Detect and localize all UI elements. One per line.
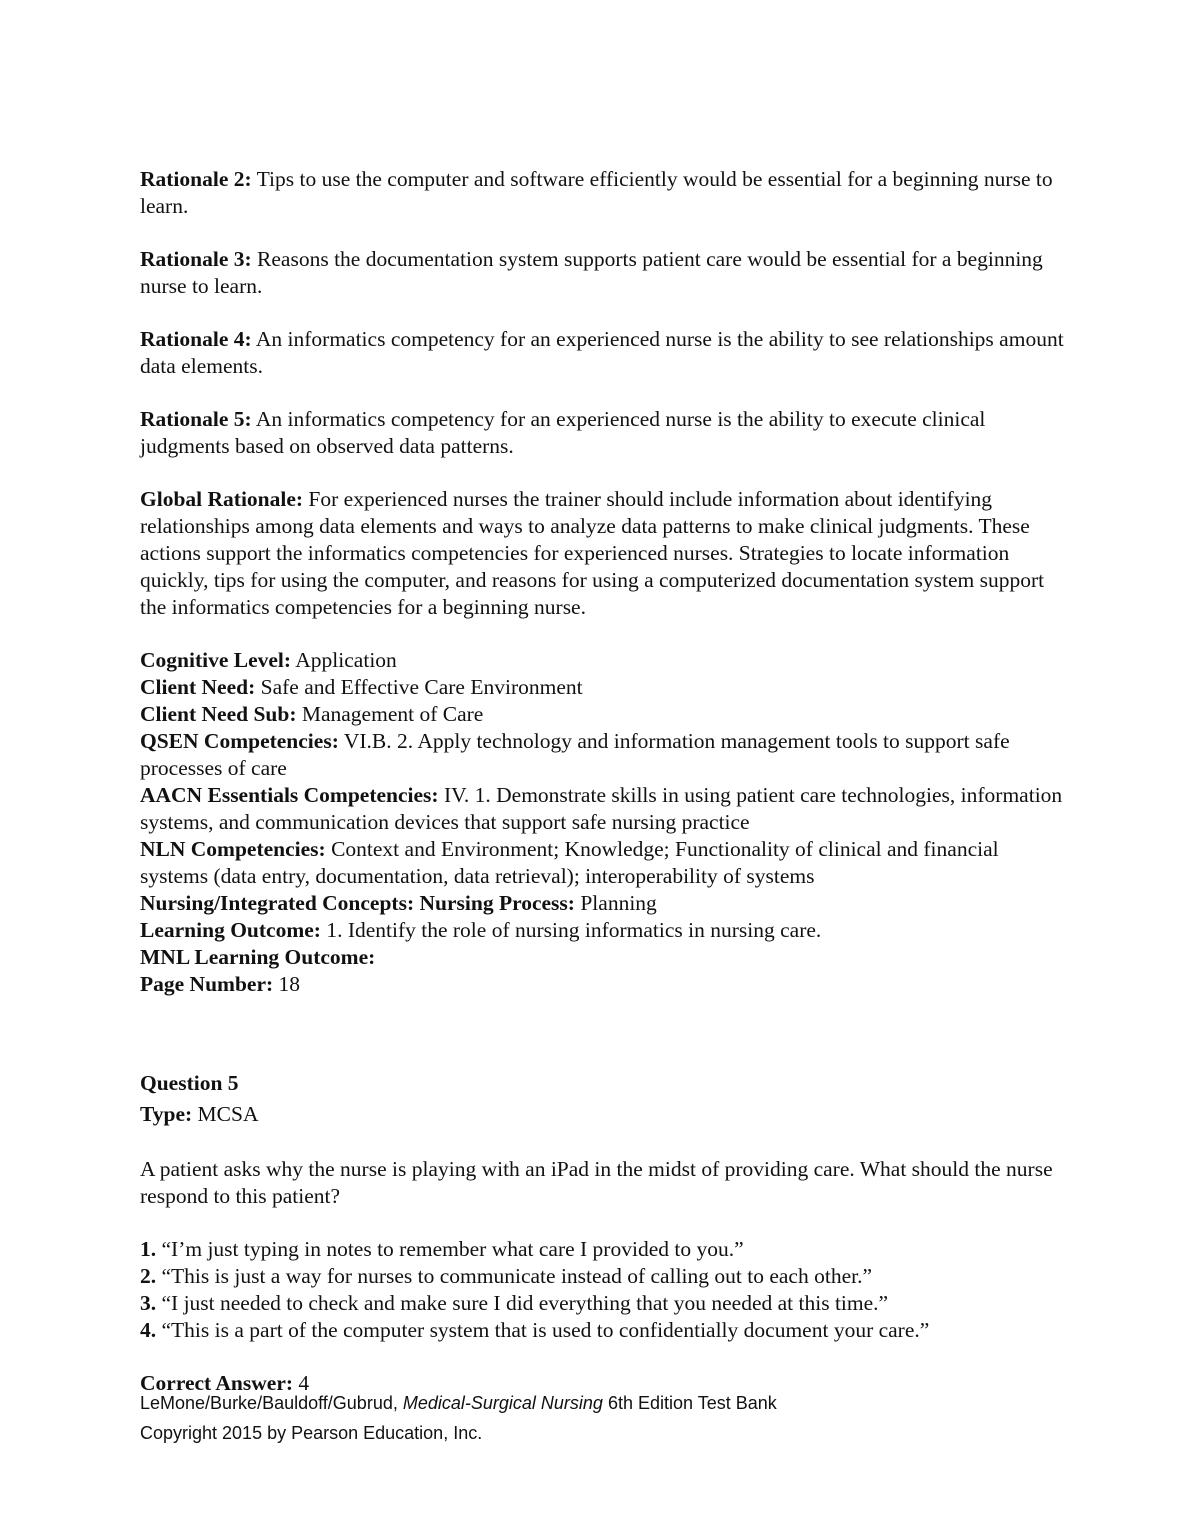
meta-label: NLN Competencies:	[140, 837, 326, 861]
meta-label: MNL Learning Outcome:	[140, 945, 376, 969]
rationale-label: Rationale 3:	[140, 247, 252, 271]
question-stem: A patient asks why the nurse is playing with an iPad in the midst of providing care. What should the nurse respond to this patient?	[140, 1157, 1053, 1208]
meta-label: Nursing/Integrated Concepts: Nursing Process:	[140, 891, 575, 915]
answer-option	[140, 1263, 1070, 1290]
answer-option	[140, 1317, 1070, 1344]
meta-value: Context and Environment; Knowledge; Functionality of clinical and financial systems (data entry, documentation, data retrieval); interoperability of systems	[140, 837, 999, 888]
meta-value: 1. Identify the role of nursing informatics in nursing care.	[326, 918, 822, 942]
meta-nursing-process	[140, 890, 1070, 917]
rationale-text: An informatics competency for an experienced nurse is the ability to execute clinical judgments based on observed data patterns.	[140, 407, 986, 458]
meta-label: Client Need Sub:	[140, 702, 297, 726]
meta-value: Management of Care	[301, 702, 484, 726]
meta-cognitive-level	[140, 647, 1070, 674]
meta-label: Learning Outcome:	[140, 918, 321, 942]
correct-answer-label: Correct Answer:	[140, 1371, 294, 1395]
option-number: 3.	[140, 1291, 157, 1315]
page-footer	[140, 1388, 1070, 1448]
meta-value: IV. 1. Demonstrate skills in using patient care technologies, information systems, and communication devices that support safe nursing practice	[140, 783, 1063, 834]
option-number: 1.	[140, 1237, 157, 1261]
document-body	[140, 166, 1070, 1397]
rationale-5	[140, 406, 1070, 460]
question-type	[140, 1099, 1070, 1130]
footer-authors: LeMone/Burke/Bauldoff/Gubrud,	[140, 1393, 398, 1413]
question-title-text: Question 5	[140, 1071, 239, 1095]
meta-value: Application	[295, 648, 397, 672]
meta-qsen	[140, 728, 1070, 782]
meta-label: QSEN Competencies:	[140, 729, 339, 753]
option-text: “This is just a way for nurses to communicate instead of calling out to each other.”	[161, 1264, 872, 1288]
meta-label: AACN Essentials Competencies:	[140, 783, 439, 807]
rationale-4	[140, 326, 1070, 380]
rationale-2	[140, 166, 1070, 220]
question-type-label: Type:	[140, 1102, 193, 1126]
meta-page-number	[140, 971, 1070, 998]
rationale-label: Global Rationale:	[140, 487, 304, 511]
rationale-label: Rationale 2:	[140, 167, 252, 191]
option-text: “I’m just typing in notes to remember what care I provided to you.”	[161, 1237, 744, 1261]
footer-copyright: Copyright 2015 by Pearson Education, Inc.	[140, 1423, 483, 1443]
option-text: “This is a part of the computer system that is used to confidentially document your care.”	[161, 1318, 930, 1342]
option-number: 4.	[140, 1318, 157, 1342]
rationale-text: Tips to use the computer and software efficiently would be essential for a beginning nurse to learn.	[140, 167, 1053, 218]
rationale-3	[140, 246, 1070, 300]
footer-edition: 6th Edition Test Bank	[607, 1393, 777, 1413]
meta-value: VI.B. 2. Apply technology and information management tools to support safe processes of care	[140, 729, 1010, 780]
meta-label: Cognitive Level:	[140, 648, 292, 672]
rationale-text: An informatics competency for an experienced nurse is the ability to see relationships amount data elements.	[140, 327, 1064, 378]
meta-value: Planning	[580, 891, 657, 915]
global-rationale	[140, 486, 1070, 621]
answer-options	[140, 1236, 1070, 1344]
meta-value: 18	[278, 972, 301, 996]
option-number: 2.	[140, 1264, 157, 1288]
meta-aacn	[140, 782, 1070, 836]
answer-option	[140, 1290, 1070, 1317]
meta-nln	[140, 836, 1070, 890]
meta-value: Safe and Effective Care Environment	[260, 675, 583, 699]
rationale-label: Rationale 4:	[140, 327, 252, 351]
rationale-text: For experienced nurses the trainer should include information about identifying relationships among data elements and ways to analyze data patterns to make clinical judgments. These actions support the informatics competencies for experienced nurses. Strategies to locate information quickly, tips for using the computer, and reasons for using a computerized documentation system support the informatics competencies for a beginning nurse.	[140, 487, 1045, 619]
rationale-label: Rationale 5:	[140, 407, 252, 431]
question-type-value: MCSA	[197, 1102, 259, 1126]
meta-label: Page Number:	[140, 972, 274, 996]
meta-mnl-learning-outcome	[140, 944, 1070, 971]
correct-answer-value: 4	[298, 1371, 310, 1395]
question-title	[140, 1068, 1070, 1099]
rationale-text: Reasons the documentation system supports patient care would be essential for a beginning nurse to learn.	[140, 247, 1043, 298]
footer-citation	[140, 1388, 1070, 1418]
question-metadata	[140, 647, 1070, 998]
footer-book-title: Medical-Surgical Nursing	[402, 1393, 603, 1413]
meta-client-need-sub	[140, 701, 1070, 728]
question-header	[140, 1068, 1070, 1130]
answer-option	[140, 1236, 1070, 1263]
meta-learning-outcome	[140, 917, 1070, 944]
meta-client-need	[140, 674, 1070, 701]
option-text: “I just needed to check and make sure I did everything that you needed at this time.”	[161, 1291, 889, 1315]
meta-label: Client Need:	[140, 675, 256, 699]
